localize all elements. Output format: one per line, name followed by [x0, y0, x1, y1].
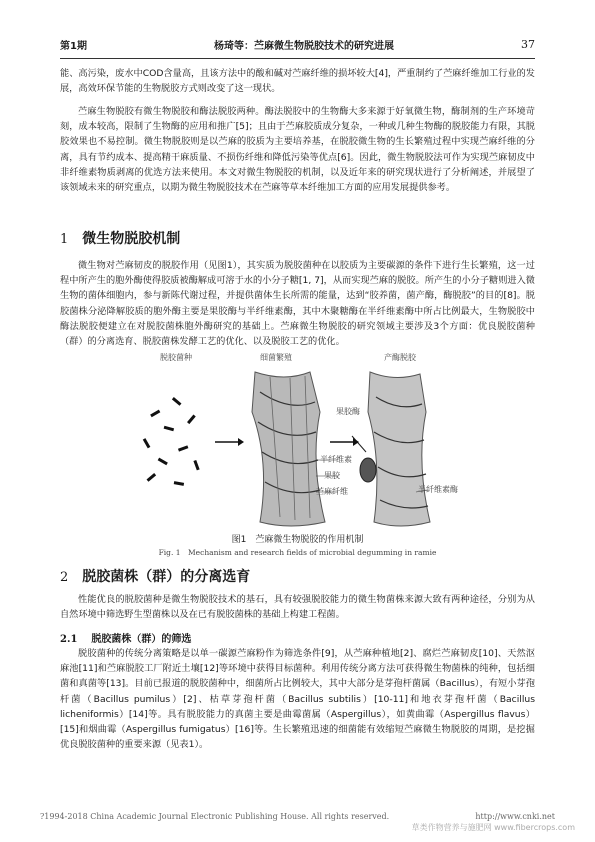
label-ramie-fiber: 苎麻纤维 — [316, 487, 348, 496]
intro-paragraph-2: 苎麻生物脱胶有微生物脱胶和酶法脱胶两种。酶法脱胶中的生物酶大多来源于好氧微生物，酶制剂的生产环境苛刻，成本较高，限制了生物酶的应用和推广[5]；且由于苎麻胶质成分复杂，一种或几种生物酶的脱胶能力有限，其脱胶效果也不易控制。微生物脱胶则是以苎麻的胶质为主要培养基，在脱胶微生物的生长繁殖过程中实现苎麻纤维的分离，具有节约成本、提高精干麻质量、不损伤纤维和降低污染等优点[6]。因此，微生物脱胶法可作为实现苎麻韧皮中非纤维素物质剥离的优选方法来使用。本文对微生物脱胶的机制，以及近年来的研究现状进行了分析阐述，并展望了该领域未来的研究重点，以期为微生物脱胶技术在苎麻等草本纤维加工方面的应用发展提供参考。 — [60, 106, 535, 194]
fiber-bundle-degumming — [352, 372, 430, 526]
figure-1-mechanism — [120, 352, 478, 530]
label-growth: 细菌繁殖 — [260, 353, 292, 362]
section-title: 微生物脱胶机制 — [82, 231, 181, 247]
section2-paragraph: 性能优良的脱胶菌种是微生物脱胶技术的基石，具有较强脱胶能力的微生物菌株来源大致有两种途径，分别为从自然环境中筛选野生型菌株以及在已有脱胶菌株的基础上构建工程菌。 — [60, 594, 535, 621]
section-heading-1 — [60, 228, 180, 248]
section1-paragraph: 微生物对苎麻韧皮的脱胶作用（见图1），其实质为脱胶菌种在以胶质为主要碳源的条件下进行生长繁殖，这一过程中所产生的胞外酶使得胶质被酶解成可溶于水的小分子糖[1, 7]，从而实现苎麻的脱胶。所产生的小分子糖则进入微生物的菌体细胞内，参与新陈代谢过程，并提供菌体生长所需的能量，达到“胶养菌，菌产酶，酶脱胶”的目的[8]。脱胶菌株分泌降解胶质的胞外酶主要是果胶酶与半纤维素酶，其中木聚糖酶在半纤维素酶中所占比例最大，生物脱胶中酶法脱胶便建立在对脱胶菌株胞外酶研究的基础上。苎麻微生物脱胶的研究领域主要涉及3个方面：优良脱胶菌种（群）的分离选育、脱胶菌株发酵工艺的优化、以及脱胶工艺的优化。 — [60, 260, 535, 348]
label-pectin: 果胶 — [324, 471, 340, 480]
subsection-number: 2.1 — [60, 634, 78, 645]
mechanism-illustration — [120, 352, 478, 530]
subsection-2-1-paragraph: 脱胶菌种的传统分离策略是以单一碳源苎麻粉作为筛选条件[9]，从苎麻种植地[2]、腐烂苎麻韧皮[10]、天然沤麻池[11]和苎麻脱胶工厂附近土壤[12]等环境中获得目标菌种。利用传统分离方法可获得微生物菌株的纯种，包括细菌和真菌等[13]。目前已报道的脱胶菌种中，细菌所占比例较大，其中大部分是芽孢杆菌属（Bacillus），有短小芽孢杆菌（Bacillus pumilus）[2]、枯草芽孢杆菌（Bacillus subtilis）[10-11]和地衣芽孢杆菌（Bacillus licheniformis）[14]等。具有脱胶能力的真菌主要是曲霉菌属（Aspergillus），如黄曲霉（Aspergillus flavus）[15]和烟曲霉（Aspergillus fumigatus）[16]等。生长繁殖迅速的细菌能有效缩短苎麻微生物脱胶的周期，是挖掘优良脱胶菌种的重要来源（见表1）。 — [60, 648, 535, 751]
watermark: 草类作物营养与施肥网 www.fibercrops.com — [411, 823, 575, 832]
section-heading-2 — [60, 566, 250, 586]
header-rule — [60, 58, 535, 59]
page-number: 37 — [521, 37, 535, 51]
intro-paragraph-1: 能、高污染，废水中COD含量高，且该方法中的酸和碱对苎麻纤维的损坏较大[4]，严重制约了苎麻纤维加工行业的发展，高效环保节能的生物脱胶方式则改变了这一现状。 — [60, 68, 535, 95]
figure-caption: 图1 苎麻微生物脱胶的作用机制 — [231, 535, 364, 545]
subsection-title: 脱胶菌株（群）的筛选 — [91, 634, 192, 645]
section-title: 脱胶菌株（群）的分离选育 — [82, 569, 251, 585]
label-hemicellulose: 半纤维素 — [320, 455, 352, 464]
label-hemicellulase: 半纤维素酶 — [418, 485, 458, 494]
issue-number: 第1期 — [60, 40, 87, 52]
fiber-bundle-growth — [252, 372, 325, 526]
page-footer — [40, 812, 555, 821]
copyright-notice: ?1994-2018 China Academic Journal Electronic Publishing House. All rights reserved. — [40, 812, 390, 821]
section-number: 2 — [60, 570, 69, 585]
section-number: 1 — [60, 232, 69, 247]
running-title: 杨琦等：苎麻微生物脱胶技术的研究进展 — [213, 40, 394, 52]
label-enzyme-production: 产酶脱胶 — [384, 353, 416, 362]
figure-caption-en: Fig. 1 Mechanism and research fields of microbial degumming in ramie — [158, 548, 437, 557]
cnki-url[interactable]: http://www.cnki.net — [475, 812, 555, 821]
bacteria-cluster — [143, 397, 200, 486]
running-header — [60, 36, 535, 52]
label-pectinase: 果胶酶 — [336, 407, 360, 416]
subsection-heading-2-1 — [60, 630, 191, 645]
label-strain: 脱胶菌种 — [160, 353, 192, 362]
